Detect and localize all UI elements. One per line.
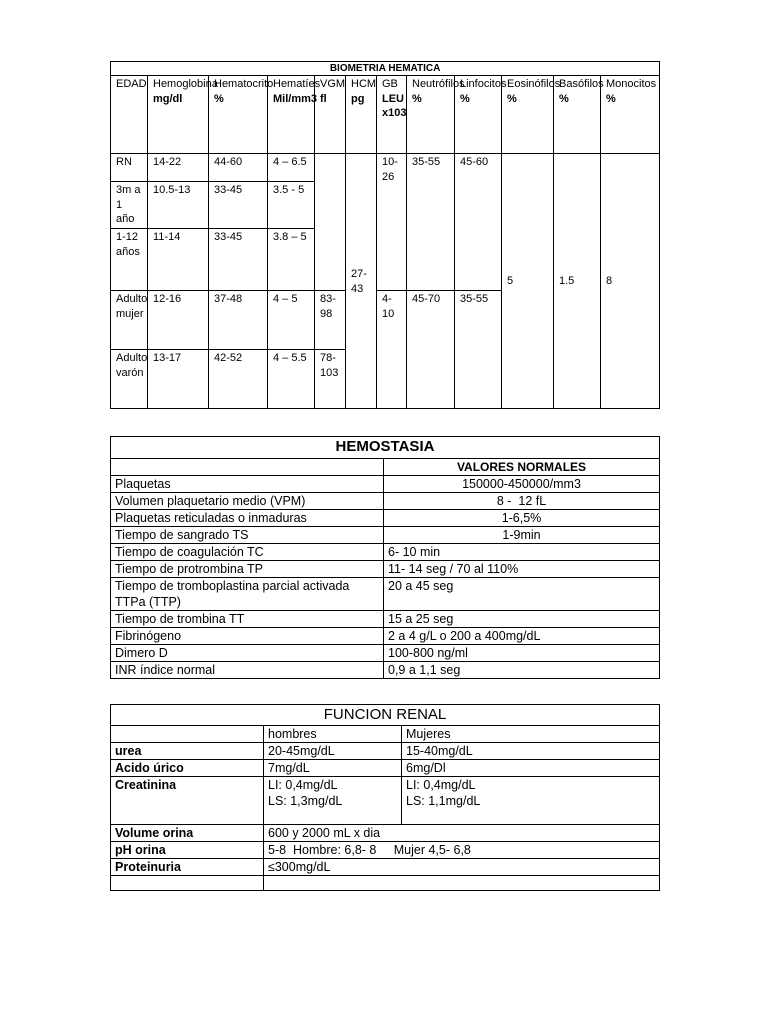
table-row [111,876,660,891]
creatinina-label: Creatinina [111,777,264,825]
creatinina-mujeres [402,777,660,825]
volume-orina-label: Volume orina [111,825,264,842]
table-row [111,561,660,578]
proteinuria-value: ≤300mg/dL [264,859,660,876]
creatinina-hombres [264,777,402,825]
mujeres-header: Mujeres [402,726,660,743]
vgm-cell: 83-98 [315,291,346,350]
edad-cell: Adulto varón [111,350,148,409]
creatinina-hombres-ls: LS: 1,3mg/dL [268,794,343,808]
hemostasia-label: Tiempo de sangrado TS [111,527,384,544]
ph-orina-label: pH orina [111,842,264,859]
hemostasia-value: 6- 10 min [384,544,660,561]
hemostasia-label-header [111,459,384,476]
hemoglobina-cell: 13-17 [148,350,209,409]
edad-cell: 3m a 1 año [111,182,148,229]
header-eosinofilos: Eosinófilos % [502,76,554,154]
hemostasia-label: INR índice normal [111,662,384,679]
hemostasia-value: 0,9 a 1,1 seg [384,662,660,679]
table-row [111,611,660,628]
hemoglobina-cell: 11-14 [148,229,209,291]
hematies-cell: 4 – 5.5 [268,350,315,409]
linfocitos-adult-cell: 35-55 [455,291,502,409]
hematies-cell: 3.8 – 5 [268,229,315,291]
ph-orina-value: 5-8 Hombre: 6,8- 8 Mujer 4,5- 6,8 [264,842,660,859]
hematies-cell: 3.5 - 5 [268,182,315,229]
hemostasia-label: Volumen plaquetario medio (VPM) [111,493,384,510]
hemostasia-value: 8 - 12 fL [384,493,660,510]
hematocrito-cell: 37-48 [209,291,268,350]
header-monocitos: Monocitos % [601,76,660,154]
urea-label: urea [111,743,264,760]
creatinina-hombres-li: LI: 0,4mg/dL [268,778,338,792]
neutrofilos-child-cell: 35-55 [407,154,455,291]
header-gb: GB LEU x103 [377,76,407,154]
linfocitos-child-cell: 45-60 [455,154,502,291]
hombres-header: hombres [264,726,402,743]
hemoglobina-cell: 12-16 [148,291,209,350]
table-row [111,628,660,645]
table-row [111,859,660,876]
gb-adult-cell: 4-10 [377,291,407,409]
hcm-cell: 27-43 [346,154,377,409]
header-hcm: HCM pg [346,76,377,154]
table-row [111,825,660,842]
hemostasia-label: Tiempo de tromboplastina parcial activada TTPa (TTP) [111,578,384,611]
monocitos-cell: 8 [601,154,660,409]
hematocrito-cell: 44-60 [209,154,268,182]
hemostasia-label: Fibrinógeno [111,628,384,645]
table-row [111,645,660,662]
table-row [111,743,660,760]
biometria-title: BIOMETRIA HEMATICA [111,62,660,76]
table-row [111,493,660,510]
table-row [111,777,660,825]
vgm-cell: 78-103 [315,350,346,409]
header-basofilos: Basófilos % [554,76,601,154]
empty-cell [264,876,660,891]
funcion-renal-table [110,704,660,891]
hemostasia-value: 1-9min [384,527,660,544]
empty-cell [111,876,264,891]
edad-cell: RN [111,154,148,182]
vgm-cell-empty [315,154,346,291]
edad-cell: 1-12 años [111,229,148,291]
hemostasia-label: Dimero D [111,645,384,662]
hemostasia-value: 1-6,5% [384,510,660,527]
hemostasia-label: Tiempo de protrombina TP [111,561,384,578]
header-edad: EDAD [111,76,148,154]
edad-cell: Adulto mujer [111,291,148,350]
funcion-renal-title: FUNCION RENAL [111,705,660,726]
hemoglobina-cell: 14-22 [148,154,209,182]
hemostasia-value: 100-800 ng/ml [384,645,660,662]
hematies-cell: 4 – 5 [268,291,315,350]
hemostasia-label: Plaquetas [111,476,384,493]
proteinuria-label: Proteinuria [111,859,264,876]
hematocrito-cell: 33-45 [209,229,268,291]
table-row [111,510,660,527]
table-row [111,154,660,182]
volume-orina-value: 600 y 2000 mL x dia [264,825,660,842]
hemoglobina-cell: 10.5-13 [148,182,209,229]
table-row [111,578,660,611]
table-row [111,842,660,859]
hemostasia-label: Plaquetas reticuladas o inmaduras [111,510,384,527]
hemostasia-value: 20 a 45 seg [384,578,660,611]
creatinina-mujeres-ls: LS: 1,1mg/dL [406,794,481,808]
hemostasia-value: 11- 14 seg / 70 al 110% [384,561,660,578]
gb-child-cell: 10-26 [377,154,407,291]
hemostasia-value: 2 a 4 g/L o 200 a 400mg/dL [384,628,660,645]
hematies-cell: 4 – 6.5 [268,154,315,182]
acido-urico-mujeres: 6mg/Dl [402,760,660,777]
biometria-hematica-table [110,61,660,409]
acido-urico-label: Acido úrico [111,760,264,777]
header-neutrofilos: Neutrófilos % [407,76,455,154]
acido-urico-hombres: 7mg/dL [264,760,402,777]
neutrofilos-adult-cell: 45-70 [407,291,455,409]
hemostasia-label: Tiempo de coagulación TC [111,544,384,561]
hemostasia-title: HEMOSTASIA [111,437,660,459]
table-row [111,662,660,679]
hemostasia-table [110,436,660,679]
header-hematocrito: Hematocrito % [209,76,268,154]
valores-normales-header: VALORES NORMALES [384,459,660,476]
basofilos-cell: 1.5 [554,154,601,409]
header-hematies: Hematíes Mil/mm3 [268,76,315,154]
eosinofilos-cell: 5 [502,154,554,409]
header-vgm: VGM fl [315,76,346,154]
header-hemoglobina: Hemoglobina mg/dl [148,76,209,154]
urea-hombres: 20-45mg/dL [264,743,402,760]
renal-label-header [111,726,264,743]
creatinina-mujeres-li: LI: 0,4mg/dL [406,778,476,792]
hemostasia-label: Tiempo de trombina TT [111,611,384,628]
header-linfocitos: Linfocitos % [455,76,502,154]
urea-mujeres: 15-40mg/dL [402,743,660,760]
table-row [111,544,660,561]
hematocrito-cell: 33-45 [209,182,268,229]
hemostasia-value: 15 a 25 seg [384,611,660,628]
table-row [111,527,660,544]
hematocrito-cell: 42-52 [209,350,268,409]
table-row [111,476,660,493]
table-row [111,760,660,777]
hemostasia-value: 150000-450000/mm3 [384,476,660,493]
